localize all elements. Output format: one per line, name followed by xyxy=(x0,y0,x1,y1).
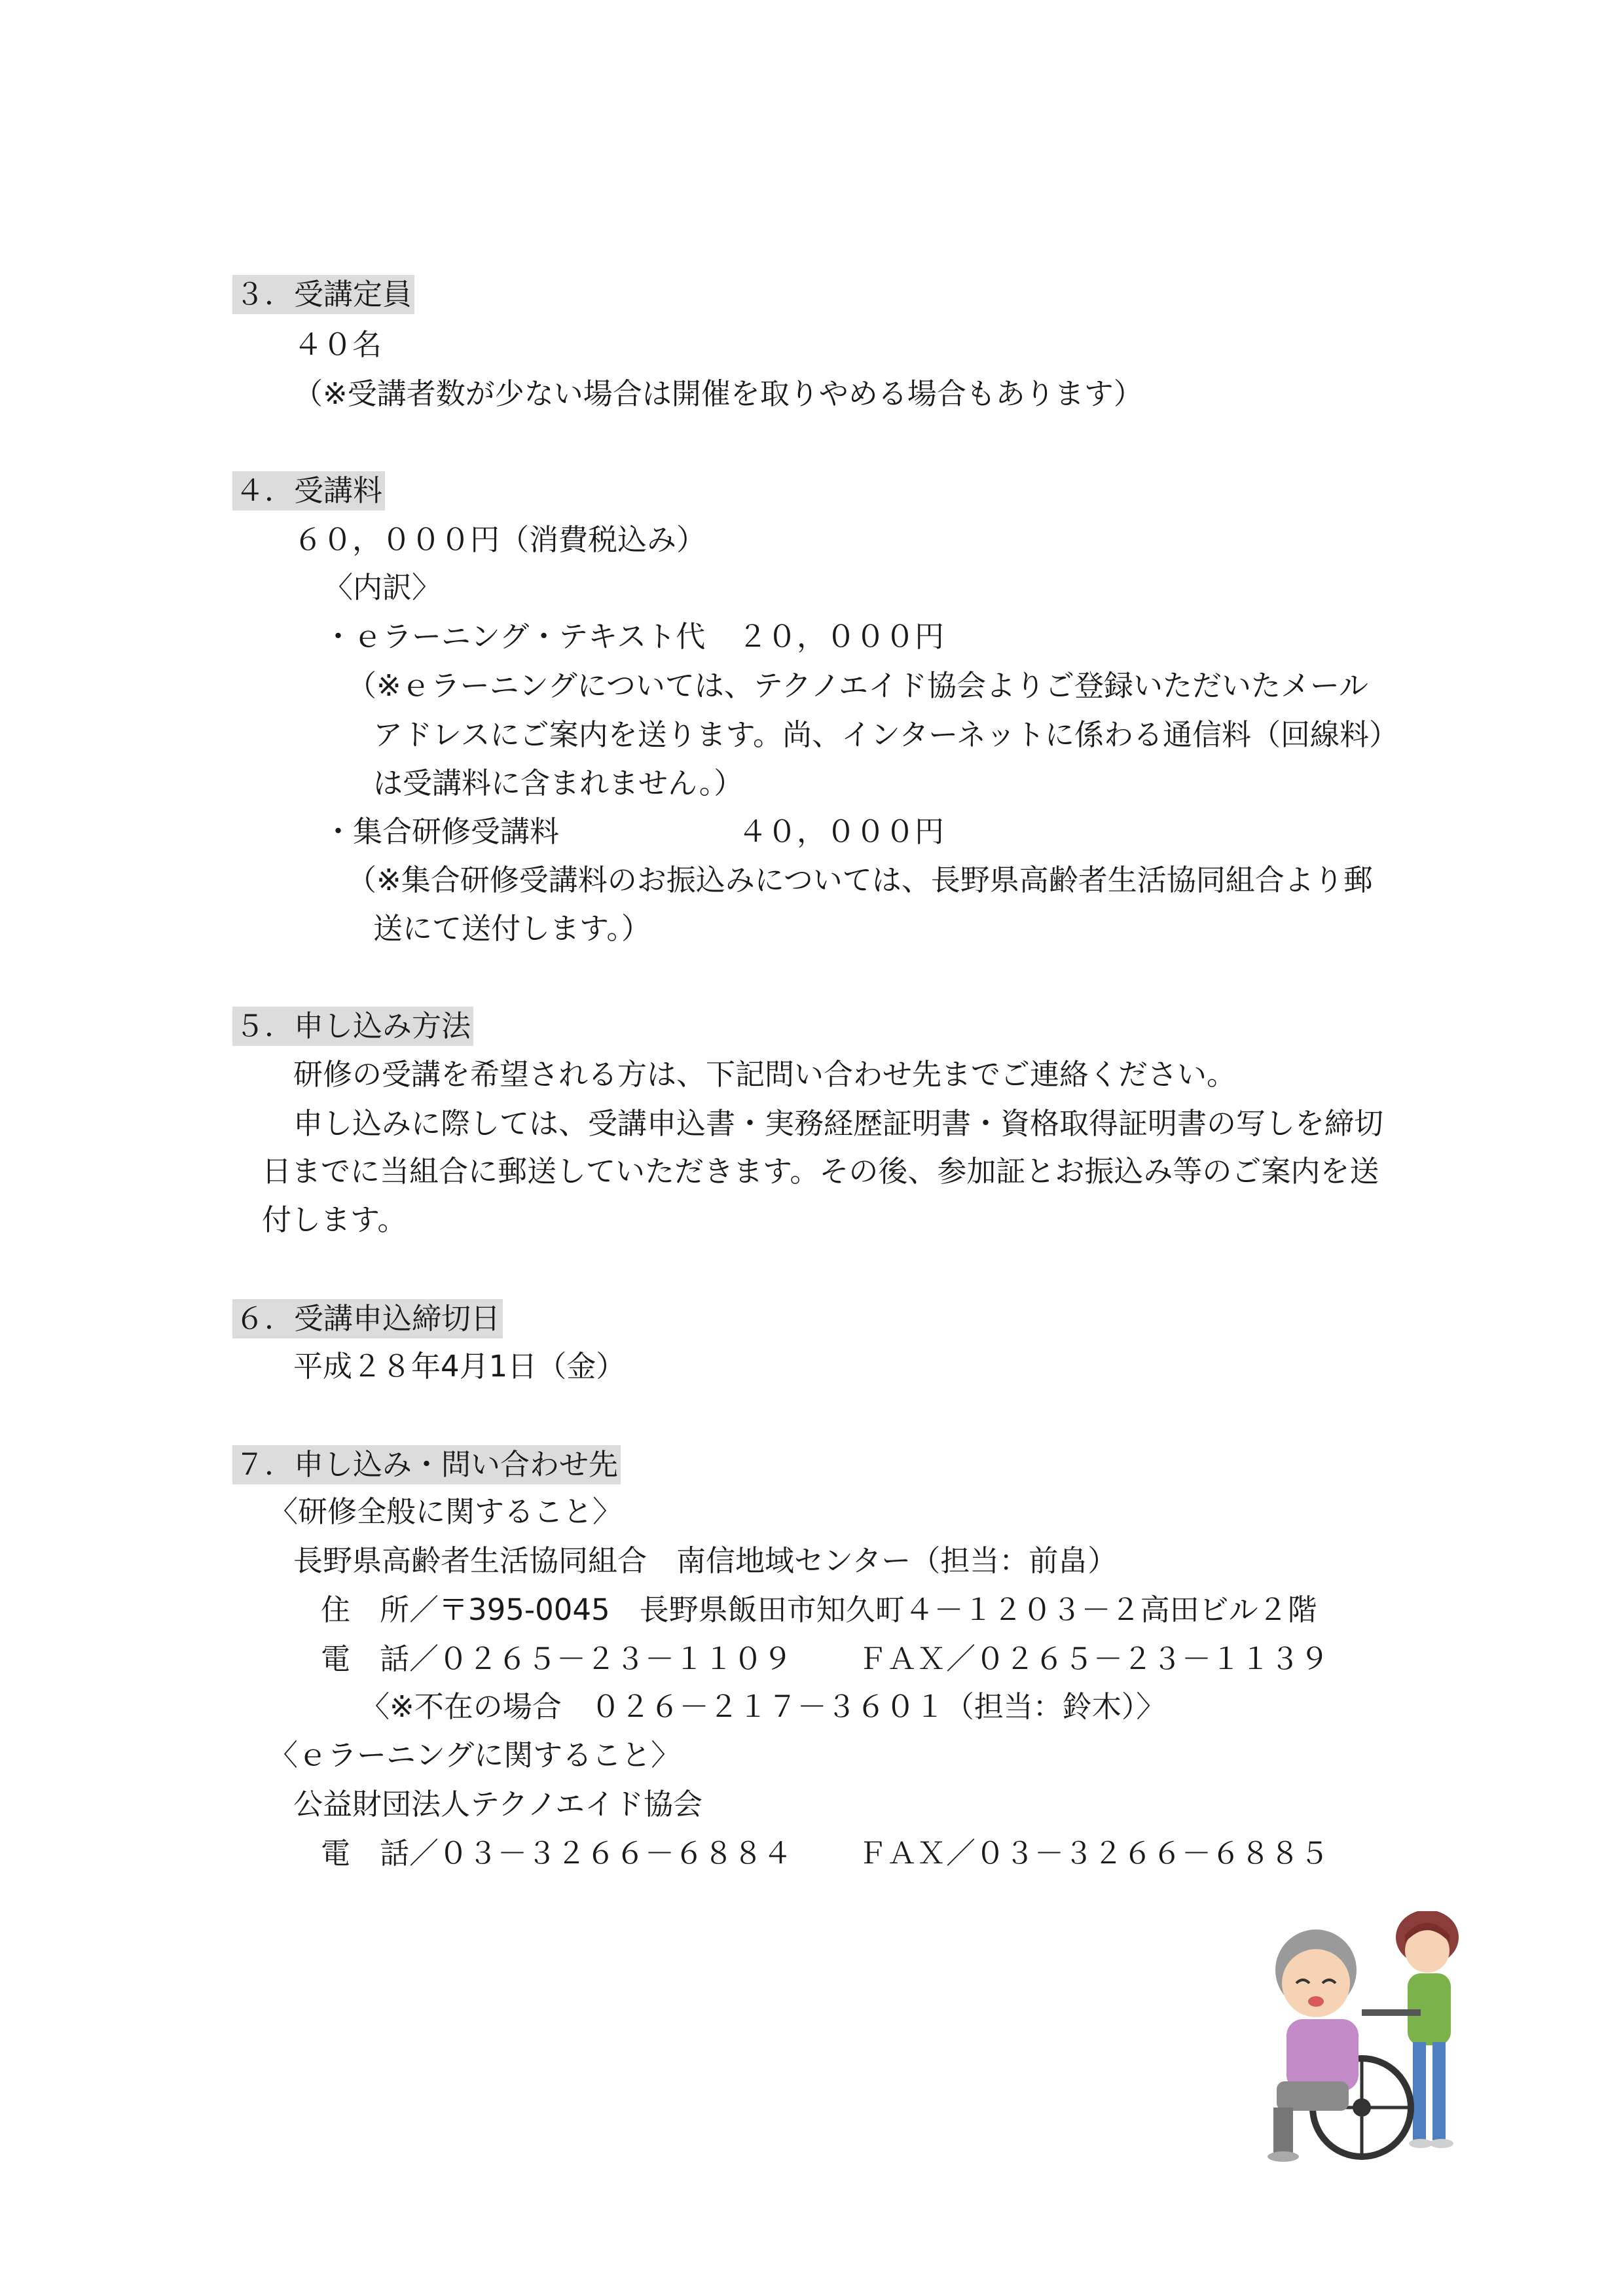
absence-contact: 〈※不在の場合 ０２６－２１７－３６０１（担当：鈴木）〉 xyxy=(360,1689,1166,1724)
item2-label: ・集合研修受講料 xyxy=(323,814,560,849)
org1-phone: 電 話／０２６５－２３－１１０９ xyxy=(321,1641,793,1676)
breakdown-label: 〈内訳〉 xyxy=(323,570,442,605)
application-para2-line1: 申し込みに際しては、受講申込書・実務経歴証明書・資格取得証明書の写しを締切 xyxy=(293,1106,1384,1141)
item1-note-line2: アドレスにご案内を送ります。尚、インターネットに係わる通信料（回線料） xyxy=(373,717,1399,752)
application-para2-line3: 付します。 xyxy=(262,1202,407,1237)
application-para2-line2: 日までに当組合に郵送していただきます。その後、参加証とお振込み等のご案内を送 xyxy=(262,1154,1379,1189)
capacity-note: （※受講者数が少ない場合は開催を取りやめる場合もあります） xyxy=(293,376,1143,411)
capacity: ４０名 xyxy=(293,327,382,362)
item1-note-line3: は受講料に含まれません。） xyxy=(373,766,744,800)
org1-name: 長野県高齢者生活協同組合 南信地域センター（担当：前畠） xyxy=(293,1543,1118,1578)
section-7-heading: ７．申し込み・問い合わせ先 xyxy=(232,1445,621,1484)
section-4-heading: ４．受講料 xyxy=(232,471,385,511)
fee-total: ６０，０００円（消費税込み） xyxy=(293,522,706,557)
org2-phone: 電 話／０３－３２６６－６８８４ xyxy=(321,1836,793,1871)
item2-amount: ４０，０００円 xyxy=(738,814,945,849)
deadline-date: 平成２８年4月1日（金） xyxy=(293,1349,626,1384)
item1-note-line1: （※ｅラーニングについては、テクノエイド協会よりご登録いただいたメール xyxy=(347,668,1369,703)
section-5-heading: ５．申し込み方法 xyxy=(232,1007,473,1046)
org2-name: 公益財団法人テクノエイド協会 xyxy=(293,1787,703,1821)
item2-note-line2: 送にて送付します。） xyxy=(373,911,651,946)
item2-note-line1: （※集合研修受講料のお振込みについては、長野県高齢者生活協同組合より郵 xyxy=(347,863,1373,897)
application-para1: 研修の受講を希望される方は、下記問い合わせ先までご連絡ください。 xyxy=(293,1057,1237,1092)
elearning-contact-label: 〈ｅラーニングに関すること〉 xyxy=(268,1738,681,1772)
item1-amount: ２０，０００円 xyxy=(738,619,945,654)
section-3-heading: ３．受講定員 xyxy=(232,275,414,314)
general-contact-label: 〈研修全般に関すること〉 xyxy=(268,1494,623,1529)
org1-address: 住 所／〒395-0045 長野県飯田市知久町４－１２０３－２高田ビル２階 xyxy=(321,1592,1317,1627)
org2-fax: ＦＡＸ／０３－３２６６－６８８５ xyxy=(858,1836,1330,1871)
section-6-heading: ６．受講申込締切日 xyxy=(232,1299,503,1338)
org1-fax: ＦＡＸ／０２６５－２３－１１３９ xyxy=(858,1641,1330,1676)
caregiver-wheelchair-icon xyxy=(1264,1911,1493,2186)
item1-label: ・ｅラーニング・テキスト代 xyxy=(323,619,706,654)
